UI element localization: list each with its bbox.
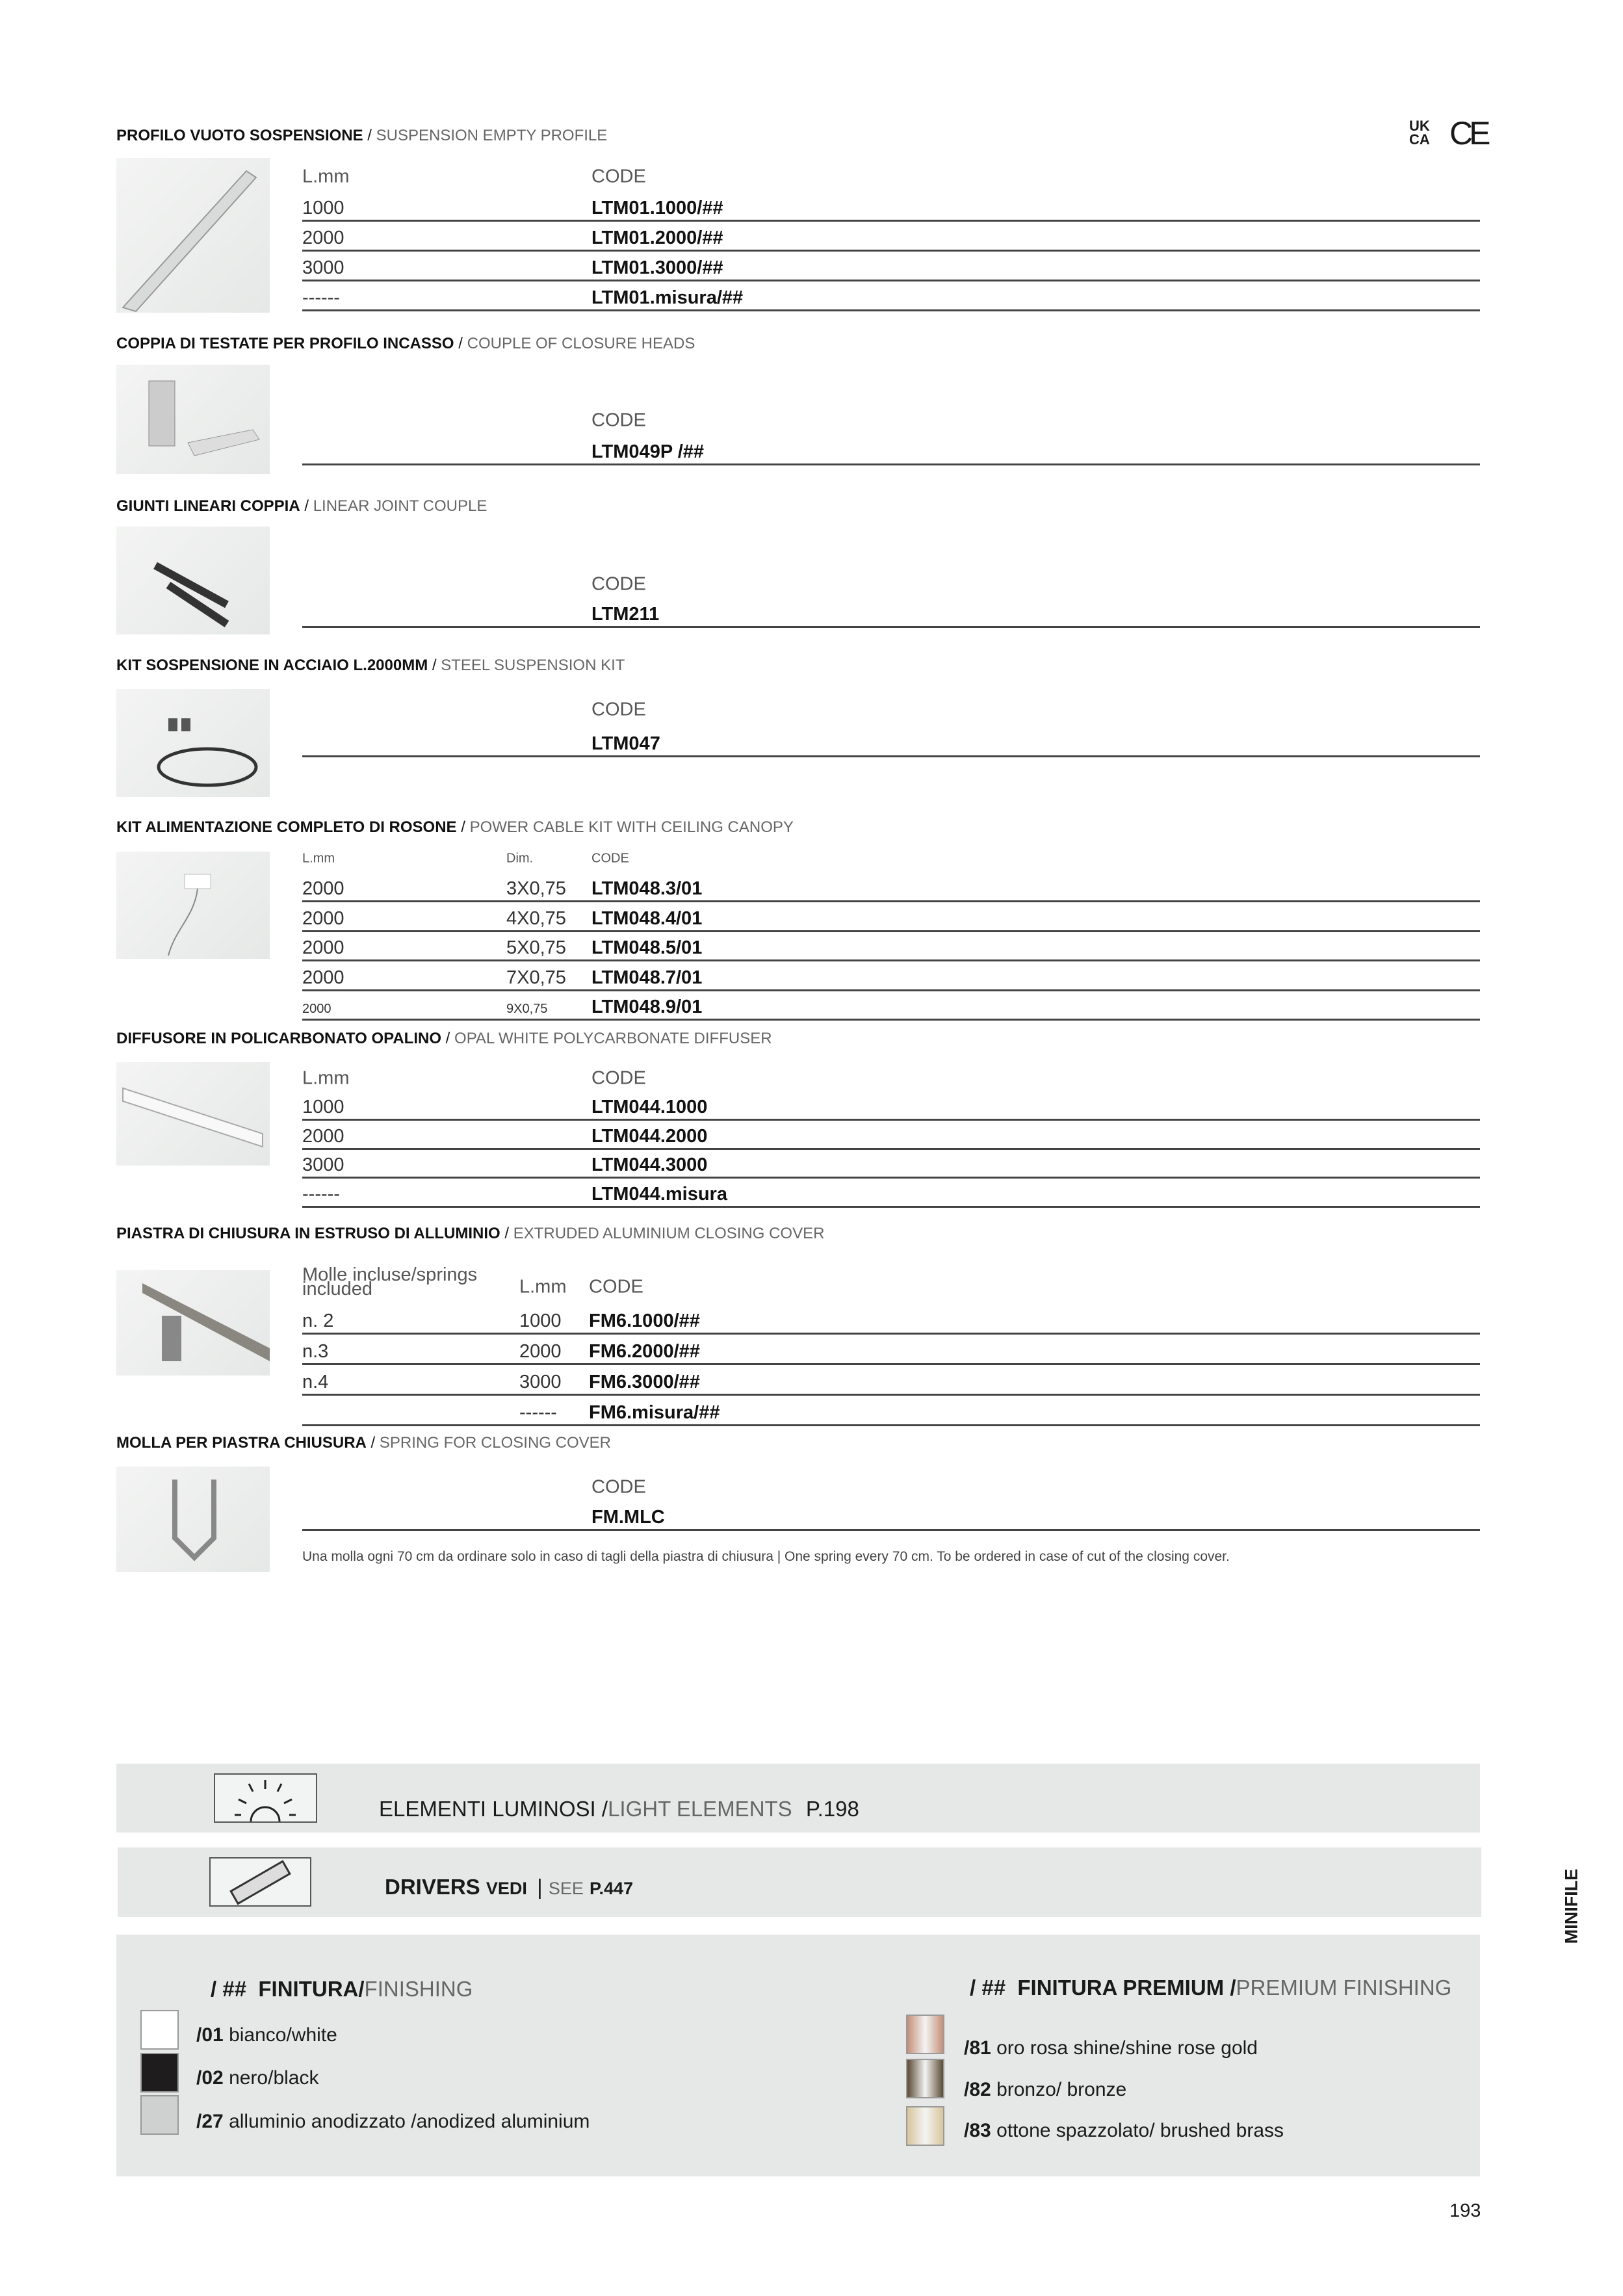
premium-title-en: PREMIUM FINISHING <box>1236 1976 1452 2000</box>
premium-swatch <box>906 2015 944 2054</box>
section-title-en: COUPLE OF CLOSURE HEADS <box>467 335 695 352</box>
table-row <box>302 935 1480 961</box>
table-cell: 2000 <box>302 228 344 248</box>
section-title-it: PROFILO VUOTO SOSPENSIONE <box>116 127 363 144</box>
section-title: PIASTRA DI CHIUSURA IN ESTRUSO DI ALLUMINIO / EXTRUDED ALUMINIUM CLOSING COVER <box>116 1225 825 1242</box>
light-elements-link[interactable] <box>379 1797 859 1821</box>
drivers-banner[interactable] <box>118 1847 1481 1917</box>
ukca-mark <box>1409 119 1438 146</box>
section-title-it: KIT SOSPENSIONE IN ACCIAIO L.2000MM <box>116 657 428 674</box>
table-row <box>302 1308 1480 1335</box>
finishing-heading <box>211 1977 473 2002</box>
drivers-vedi: VEDI <box>486 1879 527 1898</box>
product-code: LTM044.misura <box>591 1184 727 1205</box>
column-header: L.mm <box>302 851 335 866</box>
section-title-it: GIUNTI LINEARI COPPIA <box>116 497 300 515</box>
premium-prefix: / ## <box>970 1976 1006 2000</box>
product-code: LTM01.misura/## <box>591 287 744 308</box>
column-header: Molle incluse/springs included <box>302 1264 478 1299</box>
column-header: L.mm <box>519 1276 567 1298</box>
product-code: LTM044.2000 <box>591 1125 708 1147</box>
section-title-en: POWER CABLE KIT WITH CEILING CANOPY <box>469 818 794 836</box>
column-header: CODE <box>591 410 646 431</box>
table-row <box>302 1369 1480 1396</box>
drivers-page: P.447 <box>590 1879 634 1898</box>
premium-option <box>964 2037 1258 2059</box>
table-row <box>302 1094 1480 1121</box>
table-cell: 2000 <box>302 878 344 899</box>
product-code: LTM048.5/01 <box>591 937 703 958</box>
table-cell: 5X0,75 <box>506 937 566 958</box>
finishing-title-it: FINITURA/ <box>258 1977 365 2001</box>
column-header: L.mm <box>302 1067 350 1089</box>
table-cell: n.3 <box>302 1341 329 1362</box>
table-cell: 2000 <box>302 1125 344 1147</box>
product-code: FM6.misura/## <box>589 1402 720 1423</box>
column-header: CODE <box>591 166 646 187</box>
table-row <box>302 195 1480 222</box>
section-title: DIFFUSORE IN POLICARBONATO OPALINO / OPAL WHITE POLYCARBONATE DIFFUSER <box>116 1030 772 1047</box>
table-row <box>302 906 1480 932</box>
premium-label: oro rosa shine/shine rose gold <box>996 2037 1258 2059</box>
premium-code: /82 <box>964 2079 991 2100</box>
table-row <box>302 876 1480 902</box>
column-header: Dim. <box>506 851 534 866</box>
premium-heading <box>970 1976 1451 2000</box>
product-code: FM6.2000/## <box>589 1341 700 1362</box>
table-cell: ------ <box>519 1402 557 1423</box>
section-title-it: MOLLA PER PIASTRA CHIUSURA <box>116 1434 367 1452</box>
section-title-it: KIT ALIMENTAZIONE COMPLETO DI ROSONE <box>116 818 457 836</box>
section-title-it: COPPIA DI TESTATE PER PROFILO INCASSO <box>116 335 454 352</box>
product-code: LTM049P /## <box>591 441 705 462</box>
table-cell: 2000 <box>302 937 344 958</box>
product-code: FM6.1000/## <box>589 1311 700 1331</box>
product-image <box>116 852 270 959</box>
section-title-it: PIASTRA DI CHIUSURA IN ESTRUSO DI ALLUMINIO <box>116 1225 500 1242</box>
finish-option <box>196 2067 318 2089</box>
ukca-label: UK CA <box>1409 118 1430 148</box>
table-row <box>302 1338 1480 1365</box>
table-row <box>302 601 1480 628</box>
table-row <box>302 731 1480 757</box>
product-image <box>116 158 270 313</box>
table-row <box>302 255 1480 281</box>
spring-note: Una molla ogni 70 cm da ordinare solo in caso di tagli della piastra di chiusura | One spring every 70 cm. To be ordered in case of cut of the closing cover. <box>302 1549 1230 1564</box>
section-title: COPPIA DI TESTATE PER PROFILO INCASSO / COUPLE OF CLOSURE HEADS <box>116 335 695 352</box>
premium-title-it: FINITURA PREMIUM / <box>1017 1976 1236 2000</box>
light-elements-title-en: LIGHT ELEMENTS <box>608 1797 792 1821</box>
ce-mark: CE <box>1449 115 1487 151</box>
section-title-en: SUSPENSION EMPTY PROFILE <box>376 127 608 144</box>
table-row <box>302 285 1480 311</box>
table-cell: ------ <box>302 287 340 308</box>
finish-swatch <box>140 2010 179 2050</box>
table-cell: 4X0,75 <box>506 907 566 929</box>
column-header: CODE <box>591 851 629 866</box>
finish-label: nero/black <box>229 2067 319 2089</box>
premium-label: bronzo/ bronze <box>996 2079 1127 2100</box>
product-image <box>116 527 270 634</box>
finish-code: /02 <box>196 2067 224 2089</box>
product-code: FM.MLC <box>591 1507 665 1528</box>
table-row <box>302 1152 1480 1179</box>
product-code: LTM01.2000/## <box>591 228 723 248</box>
table-cell: 2000 <box>302 1002 331 1016</box>
light-elements-banner[interactable] <box>116 1764 1480 1833</box>
premium-swatch <box>906 2106 944 2146</box>
page-number: 193 <box>1449 2200 1481 2221</box>
column-header: CODE <box>591 1067 646 1089</box>
product-code: LTM044.3000 <box>591 1155 708 1176</box>
light-elements-title-it: ELEMENTI LUMINOSI / <box>379 1797 608 1821</box>
product-code: LTM044.1000 <box>591 1097 708 1117</box>
finish-option <box>196 2024 337 2046</box>
light-bulb-icon <box>214 1773 317 1823</box>
finishing-panel <box>116 1935 1480 2176</box>
premium-label: ottone spazzolato/ brushed brass <box>996 2120 1284 2141</box>
table-cell: n. 2 <box>302 1311 334 1331</box>
table-cell: 1000 <box>519 1311 562 1331</box>
section-title-en: STEEL SUSPENSION KIT <box>441 657 625 674</box>
column-header: CODE <box>591 1476 646 1498</box>
table-cell: 3000 <box>302 1155 344 1176</box>
finish-option <box>196 2111 590 2133</box>
premium-code: /81 <box>964 2037 991 2059</box>
finish-label: bianco/white <box>229 2024 337 2046</box>
finish-code: /01 <box>196 2024 224 2046</box>
premium-code: /83 <box>964 2120 991 2141</box>
premium-swatch <box>906 2059 944 2098</box>
product-code: LTM048.4/01 <box>591 907 703 929</box>
product-image <box>116 1062 270 1166</box>
finish-label: alluminio anodizzato /anodized aluminium <box>229 2111 590 2132</box>
table-cell: n.4 <box>302 1372 329 1392</box>
table-cell: 2000 <box>519 1341 562 1362</box>
premium-option <box>964 2120 1284 2142</box>
table-row <box>302 225 1480 252</box>
section-title-en: EXTRUDED ALUMINIUM CLOSING COVER <box>513 1225 825 1242</box>
product-image <box>116 689 270 797</box>
table-row <box>302 1504 1480 1531</box>
table-cell: ------ <box>302 1184 340 1205</box>
table-row <box>302 1123 1480 1150</box>
section-title-en: SPRING FOR CLOSING COVER <box>379 1434 611 1452</box>
section-title-it: DIFFUSORE IN POLICARBONATO OPALINO <box>116 1030 442 1047</box>
finishing-prefix: / ## <box>211 1977 247 2001</box>
table-row <box>302 1400 1480 1426</box>
premium-option <box>964 2079 1126 2101</box>
drivers-separator: | <box>537 1875 543 1899</box>
drivers-link[interactable] <box>385 1875 633 1899</box>
driver-icon <box>209 1857 311 1907</box>
side-label: MINIFILE <box>1561 1868 1581 1944</box>
section-title-en: LINEAR JOINT COUPLE <box>313 497 487 515</box>
table-cell: 9X0,75 <box>506 1002 548 1016</box>
light-elements-page: P.198 <box>805 1797 859 1821</box>
column-header: CODE <box>591 573 646 595</box>
product-image <box>116 1270 270 1376</box>
column-header: CODE <box>589 1276 643 1298</box>
product-code: FM6.3000/## <box>589 1372 700 1392</box>
table-row <box>302 1181 1480 1208</box>
column-header: CODE <box>591 699 646 720</box>
column-header: L.mm <box>302 166 350 187</box>
section-title: GIUNTI LINEARI COPPIA / LINEAR JOINT COUPLE <box>116 497 487 515</box>
product-code: LTM048.9/01 <box>591 997 703 1017</box>
table-cell: 3000 <box>302 257 344 278</box>
drivers-title: DRIVERS <box>385 1875 480 1899</box>
product-code: LTM01.1000/## <box>591 198 723 218</box>
finish-code: /27 <box>196 2111 224 2132</box>
product-code: LTM01.3000/## <box>591 257 723 278</box>
table-cell: 2000 <box>302 907 344 929</box>
table-row <box>302 965 1480 991</box>
product-code: LTM047 <box>591 733 660 754</box>
section-title: MOLLA PER PIASTRA CHIUSURA / SPRING FOR CLOSING COVER <box>116 1434 611 1452</box>
table-cell: 3X0,75 <box>506 878 566 899</box>
section-title: KIT ALIMENTAZIONE COMPLETO DI ROSONE / POWER CABLE KIT WITH CEILING CANOPY <box>116 818 794 836</box>
product-image <box>116 1467 270 1572</box>
table-cell: 1000 <box>302 198 344 218</box>
product-image <box>116 365 270 474</box>
section-title-en: OPAL WHITE POLYCARBONATE DIFFUSER <box>454 1030 772 1047</box>
table-cell: 7X0,75 <box>506 967 566 988</box>
table-row <box>302 439 1480 465</box>
table-cell: 2000 <box>302 967 344 988</box>
table-row <box>302 994 1480 1021</box>
product-code: LTM048.7/01 <box>591 967 703 988</box>
drivers-see: SEE <box>548 1879 584 1898</box>
finishing-title-en: FINISHING <box>364 1977 473 2001</box>
table-cell: 1000 <box>302 1097 344 1117</box>
product-code: LTM211 <box>591 604 660 625</box>
finish-swatch <box>140 2095 179 2135</box>
section-title: KIT SOSPENSIONE IN ACCIAIO L.2000MM / STEEL SUSPENSION KIT <box>116 657 625 674</box>
finish-swatch <box>140 2053 179 2093</box>
section-title: PROFILO VUOTO SOSPENSIONE / SUSPENSION EMPTY PROFILE <box>116 127 608 144</box>
product-code: LTM048.3/01 <box>591 878 703 899</box>
table-cell: 3000 <box>519 1372 562 1392</box>
